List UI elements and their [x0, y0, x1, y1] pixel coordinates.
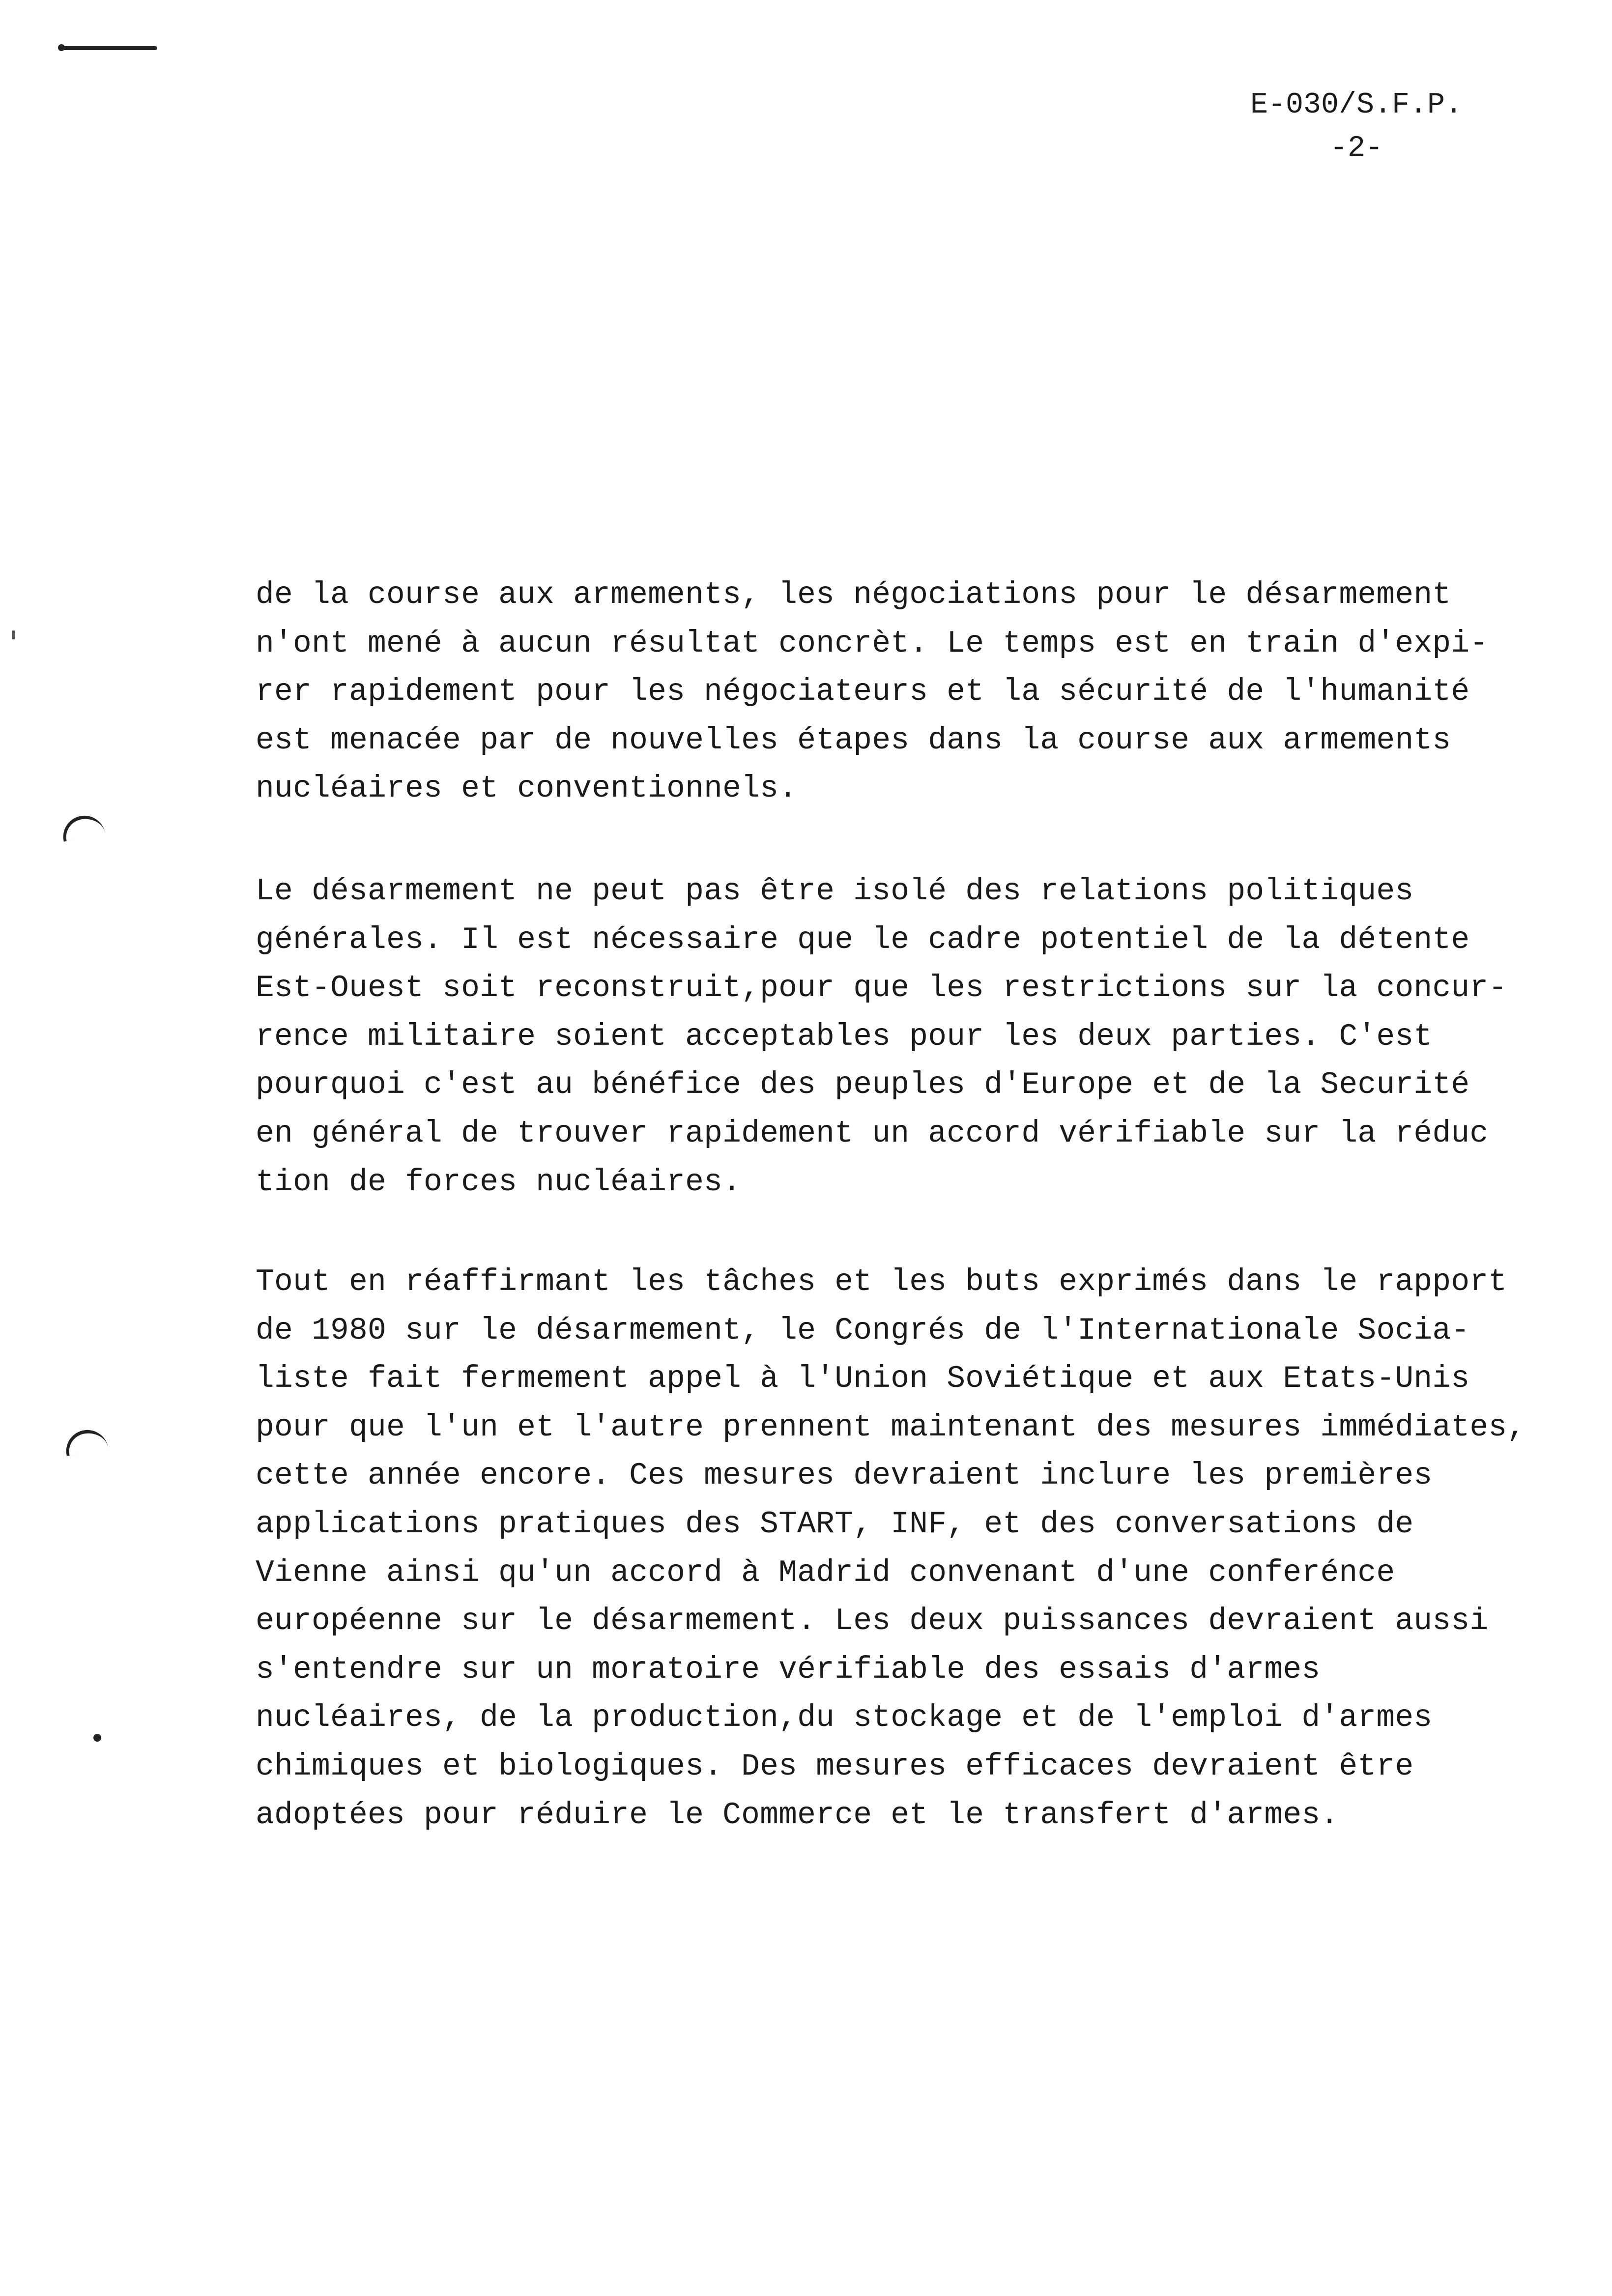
scan-mark-dot — [93, 1734, 101, 1742]
text-line: Vienne ainsi qu'un accord à Madrid convenant d'une conferénce — [256, 1555, 1395, 1590]
punch-hole-mark — [60, 813, 106, 842]
text-line: chimiques et biologiques. Des mesures efficaces devraient être — [256, 1749, 1414, 1784]
paragraph — [256, 571, 1592, 813]
text-line: de 1980 sur le désarmement, le Congrés de l'Internationale Socia- — [256, 1313, 1470, 1348]
text-line: en général de trouver rapidement un accord vérifiable sur la réduc — [256, 1116, 1489, 1151]
text-line: pour que l'un et l'autre prennent maintenant des mesures immédiates, — [256, 1409, 1526, 1445]
scan-mark-dash — [59, 46, 157, 50]
text-line: rence militaire soient acceptables pour les deux parties. C'est — [256, 1019, 1433, 1054]
punch-hole-mark — [63, 1427, 109, 1456]
page-number: -2- — [1329, 132, 1383, 165]
text-line: pourquoi c'est au bénéfice des peuples d'Europe et de la Securité — [256, 1067, 1470, 1103]
text-line: cette année encore. Ces mesures devraient inclure les premières — [256, 1458, 1433, 1493]
text-line: adoptées pour réduire le Commerce et le transfert d'armes. — [256, 1797, 1339, 1833]
text-line: n'ont mené à aucun résultat concrèt. Le temps est en train d'expi- — [256, 626, 1489, 661]
paragraph — [256, 867, 1592, 1206]
text-line: de la course aux armements, les négociations pour le désarmement — [256, 577, 1451, 612]
text-line: s'entendre sur un moratoire vérifiable des essais d'armes — [256, 1652, 1321, 1687]
paragraph — [256, 1258, 1592, 1839]
text-line: nucléaires, de la production,du stockage et de l'emploi d'armes — [256, 1700, 1433, 1736]
document-reference: E-030/S.F.P. — [1250, 88, 1463, 122]
page-header — [1219, 84, 1494, 170]
text-line: tion de forces nucléaires. — [256, 1164, 742, 1200]
text-line: Est-Ouest soit reconstruit,pour que les restrictions sur la concur- — [256, 971, 1507, 1006]
text-line: rer rapidement pour les négociateurs et la sécurité de l'humanité — [256, 674, 1470, 710]
text-line: applications pratiques des START, INF, et des conversations de — [256, 1506, 1414, 1542]
text-line: européenne sur le désarmement. Les deux puissances devraient aussi — [256, 1604, 1489, 1639]
text-line: nucléaires et conventionnels. — [256, 771, 798, 806]
text-line: Le désarmement ne peut pas être isolé des relations politiques — [256, 874, 1414, 909]
text-line: générales. Il est nécessaire que le cadre potentiel de la détente — [256, 922, 1470, 957]
text-line: liste fait fermement appel à l'Union Soviétique et aux Etats-Unis — [256, 1361, 1470, 1397]
text-line: Tout en réaffirmant les tâches et les buts exprimés dans le rapport — [256, 1264, 1507, 1299]
scan-mark-tick — [12, 631, 15, 639]
text-line: est menacée par de nouvelles étapes dans la course aux armements — [256, 722, 1451, 758]
